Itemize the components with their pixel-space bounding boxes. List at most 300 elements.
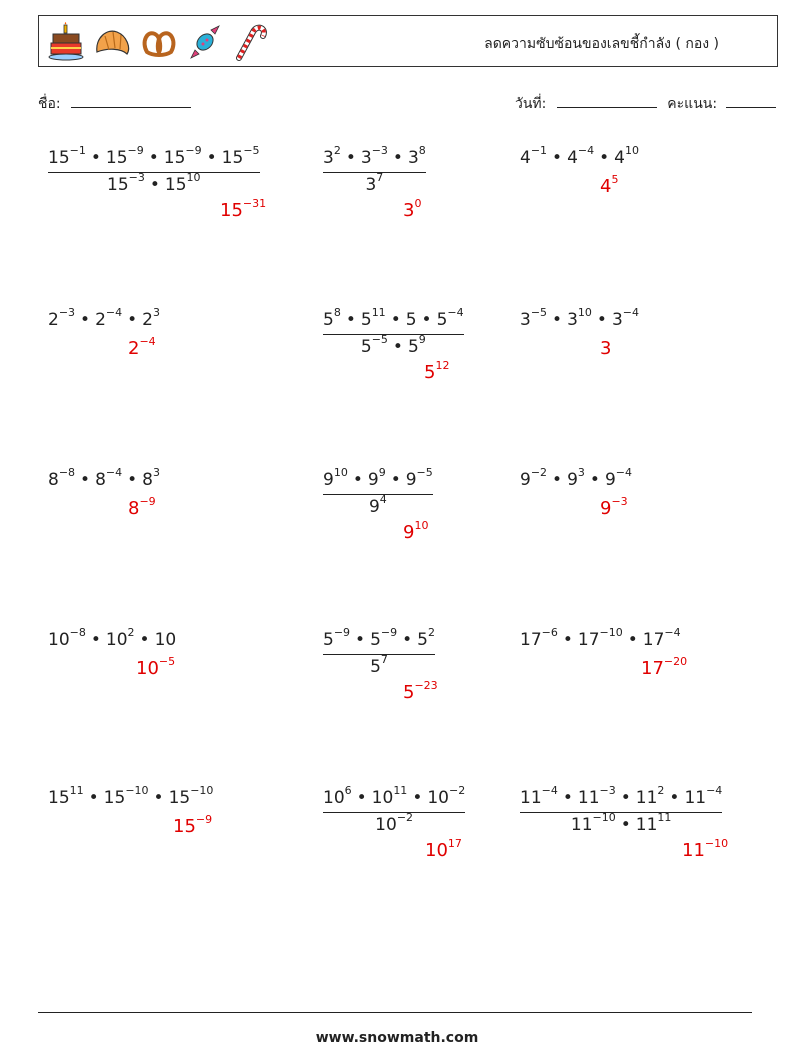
power-term xyxy=(360,144,388,168)
power-term-base: 10 xyxy=(323,788,345,808)
power-term xyxy=(567,306,592,330)
answer-exponent: 17 xyxy=(447,837,462,850)
power-term xyxy=(407,144,426,168)
power-term-exponent: 10 xyxy=(577,306,592,320)
multiply-dot: • xyxy=(80,310,91,330)
power-term xyxy=(155,630,177,650)
power-term-exponent: 4 xyxy=(379,493,387,507)
power-term xyxy=(323,784,352,808)
answer-exponent: 10 xyxy=(414,519,429,532)
fraction-bar xyxy=(48,172,260,173)
score-line[interactable] xyxy=(726,93,776,108)
power-term-base: 11 xyxy=(570,815,593,835)
answer xyxy=(220,197,267,221)
name-field xyxy=(38,93,191,115)
power-term xyxy=(370,626,398,650)
denominator xyxy=(323,653,435,677)
answer xyxy=(424,359,450,383)
power-term xyxy=(520,144,548,168)
multiply-dot: • xyxy=(669,788,680,808)
power-term xyxy=(221,144,260,168)
multiply-dot: • xyxy=(599,148,610,168)
multiply-dot: • xyxy=(562,788,573,808)
fraction-bar xyxy=(323,172,426,173)
power-term-base: 3 xyxy=(567,310,578,330)
power-term-base: 4 xyxy=(614,148,625,168)
date-score-fields xyxy=(515,93,776,115)
power-term-base: 3 xyxy=(520,310,531,330)
multiply-dot: • xyxy=(552,148,563,168)
answer xyxy=(128,495,156,519)
multiply-dot: • xyxy=(627,630,638,650)
answer-exponent: −3 xyxy=(611,495,628,508)
numerator xyxy=(520,466,632,490)
denominator xyxy=(323,811,465,835)
numerator xyxy=(520,306,639,330)
power-term-exponent: −6 xyxy=(541,626,558,640)
cake-icon xyxy=(47,22,87,62)
denominator xyxy=(323,493,433,517)
multiply-dot: • xyxy=(390,470,401,490)
power-term-exponent: −4 xyxy=(706,784,723,798)
answer xyxy=(403,197,422,221)
power-term-base: 5 xyxy=(407,337,419,357)
power-term-base: 10 xyxy=(48,630,70,650)
multiply-dot: • xyxy=(88,788,99,808)
power-term xyxy=(323,306,341,330)
power-term-base: 9 xyxy=(367,470,379,490)
power-term-base: 3 xyxy=(365,175,377,195)
power-term-base: 15 xyxy=(164,175,187,195)
problem-3 xyxy=(520,144,639,168)
answer-base: 3 xyxy=(403,200,415,221)
footer-url: www.snowmath.com xyxy=(315,1030,479,1046)
numerator xyxy=(520,144,639,168)
power-term-base: 4 xyxy=(567,148,578,168)
multiply-dot: • xyxy=(153,788,164,808)
power-term xyxy=(105,144,144,168)
problem-2 xyxy=(323,144,426,195)
power-term-base: 2 xyxy=(48,310,59,330)
power-term-base: 2 xyxy=(142,310,153,330)
power-term-exponent: 2 xyxy=(127,626,135,640)
numerator xyxy=(520,784,723,808)
answer-exponent: 0 xyxy=(414,197,422,210)
numerator xyxy=(48,144,260,168)
answer xyxy=(641,655,688,679)
power-term-exponent: −1 xyxy=(530,144,548,158)
answer-base: 5 xyxy=(403,682,415,703)
problem-10 xyxy=(48,626,177,650)
power-term-base: 3 xyxy=(611,310,623,330)
multiply-dot: • xyxy=(402,630,413,650)
answer-exponent: −20 xyxy=(663,655,688,668)
power-term-exponent: −10 xyxy=(599,626,623,640)
answer-base: 11 xyxy=(682,840,705,861)
answer-exponent: −23 xyxy=(414,679,438,692)
multiply-dot: • xyxy=(345,148,356,168)
numerator xyxy=(323,784,466,808)
power-term-base: 8 xyxy=(48,470,59,490)
problem-6 xyxy=(520,306,639,330)
problem-12 xyxy=(520,626,681,650)
power-term-exponent: 8 xyxy=(418,144,426,158)
worksheet-title: ลดความซับซ้อนของเลขชี้กำลัง ( กอง ) xyxy=(484,36,719,52)
power-term xyxy=(48,626,86,650)
power-term xyxy=(635,784,665,808)
multiply-dot: • xyxy=(392,337,403,357)
footer-divider xyxy=(38,1012,752,1013)
candy-cane-icon xyxy=(231,22,271,62)
answer-exponent: −4 xyxy=(139,335,156,348)
power-term-base: 4 xyxy=(520,148,531,168)
answer-base: 5 xyxy=(424,362,436,383)
answer-base: 17 xyxy=(641,658,664,679)
numerator xyxy=(520,626,681,650)
power-term-exponent: −4 xyxy=(622,306,639,320)
power-term-exponent: −2 xyxy=(530,466,548,480)
problem-9 xyxy=(520,466,632,490)
power-term xyxy=(570,811,616,835)
denominator xyxy=(323,333,464,357)
multiply-dot: • xyxy=(127,310,138,330)
power-term-base: 11 xyxy=(577,788,600,808)
answer xyxy=(403,519,429,543)
power-term-base: 5 xyxy=(360,310,372,330)
multiply-dot: • xyxy=(620,788,631,808)
power-term-base: 17 xyxy=(520,630,542,650)
power-term-exponent: −9 xyxy=(380,626,398,640)
power-term-base: 3 xyxy=(323,148,334,168)
multiply-dot: • xyxy=(206,148,217,168)
power-term-base: 2 xyxy=(95,310,106,330)
power-term xyxy=(365,171,384,195)
power-term-exponent: 10 xyxy=(333,466,348,480)
pretzel-icon xyxy=(139,22,179,62)
power-term-exponent: 10 xyxy=(186,171,201,185)
numerator xyxy=(48,784,214,808)
power-term xyxy=(406,310,417,330)
numerator xyxy=(48,306,160,330)
power-term xyxy=(367,466,386,490)
fraction-bar xyxy=(323,334,464,335)
power-term-exponent: 7 xyxy=(380,653,388,667)
answer-base: 15 xyxy=(220,200,243,221)
power-term-exponent: 9 xyxy=(378,466,386,480)
answer xyxy=(682,837,729,861)
power-term-exponent: 7 xyxy=(376,171,384,185)
power-term-base: 5 xyxy=(323,310,334,330)
answer xyxy=(128,335,156,359)
power-term xyxy=(427,784,466,808)
power-term-exponent: −8 xyxy=(58,466,76,480)
power-term-base: 15 xyxy=(168,788,191,808)
power-term-exponent: −5 xyxy=(243,144,260,158)
power-term-exponent: 6 xyxy=(344,784,352,798)
answer xyxy=(136,655,176,679)
croissant-icon xyxy=(93,22,133,62)
multiply-dot: • xyxy=(90,630,101,650)
power-term-exponent: −9 xyxy=(127,144,144,158)
power-term-exponent: 11 xyxy=(371,306,386,320)
power-term xyxy=(520,784,558,808)
numerator xyxy=(48,626,177,650)
name-label: ชื่อ: xyxy=(38,96,61,112)
power-term-base: 10 xyxy=(375,815,397,835)
power-term xyxy=(368,493,387,517)
power-term-base: 11 xyxy=(635,815,658,835)
numerator xyxy=(323,466,433,490)
power-term-exponent: −2 xyxy=(448,784,466,798)
power-term-exponent: 9 xyxy=(418,333,426,347)
problem-8 xyxy=(323,466,433,517)
power-term-exponent: −10 xyxy=(125,784,149,798)
power-term-exponent: 2 xyxy=(657,784,665,798)
power-term-base: 9 xyxy=(567,470,578,490)
power-term-base: 11 xyxy=(635,788,658,808)
problem-4 xyxy=(48,306,160,330)
power-term-exponent: −3 xyxy=(371,144,388,158)
power-term xyxy=(520,466,548,490)
power-term-exponent: −5 xyxy=(371,333,388,347)
power-term-exponent: −4 xyxy=(105,306,123,320)
power-term-exponent: −4 xyxy=(664,626,681,640)
power-term xyxy=(684,784,723,808)
multiply-dot: • xyxy=(139,630,150,650)
power-term-base: 8 xyxy=(142,470,153,490)
power-term-exponent: 3 xyxy=(577,466,585,480)
multiply-dot: • xyxy=(552,310,563,330)
multiply-dot: • xyxy=(421,310,432,330)
power-term xyxy=(567,144,595,168)
power-term xyxy=(635,811,672,835)
power-term-base: 3 xyxy=(360,148,372,168)
power-term-base: 3 xyxy=(407,148,419,168)
multiply-dot: • xyxy=(392,148,403,168)
power-term xyxy=(48,466,76,490)
denominator xyxy=(323,171,426,195)
power-term-base: 11 xyxy=(684,788,707,808)
power-term-base: 10 xyxy=(371,788,394,808)
power-term-exponent: −10 xyxy=(190,784,214,798)
power-term-base: 15 xyxy=(221,148,244,168)
multiply-dot: • xyxy=(80,470,91,490)
answer-exponent: −9 xyxy=(139,495,156,508)
power-term xyxy=(48,784,84,808)
power-term-exponent: −3 xyxy=(128,171,145,185)
power-term xyxy=(323,466,348,490)
power-term xyxy=(103,784,149,808)
candy-icon xyxy=(185,22,225,62)
date-line[interactable] xyxy=(557,93,657,108)
problem-1 xyxy=(48,144,260,195)
multiply-dot: • xyxy=(596,310,607,330)
power-term-base: 15 xyxy=(107,175,129,195)
power-term-base: 5 xyxy=(370,657,381,677)
power-term-base: 5 xyxy=(405,310,417,330)
power-term-exponent: −4 xyxy=(541,784,558,798)
power-term xyxy=(577,626,623,650)
multiply-dot: • xyxy=(127,470,138,490)
power-term-base: 5 xyxy=(370,630,381,650)
power-term-base: 17 xyxy=(642,630,665,650)
power-term xyxy=(360,306,386,330)
power-term xyxy=(142,466,160,490)
power-term-base: 9 xyxy=(323,470,334,490)
answer-exponent: −10 xyxy=(704,837,729,850)
power-term xyxy=(168,784,214,808)
power-term-exponent: 11 xyxy=(657,811,672,825)
power-term-base: 5 xyxy=(436,310,448,330)
fraction-bar xyxy=(323,494,433,495)
multiply-dot: • xyxy=(390,310,401,330)
multiply-dot: • xyxy=(356,788,367,808)
problem-7 xyxy=(48,466,160,490)
answer-exponent: 12 xyxy=(435,359,450,372)
power-term xyxy=(520,306,548,330)
multiply-dot: • xyxy=(562,630,573,650)
power-term xyxy=(642,626,681,650)
answer xyxy=(403,679,438,703)
power-term xyxy=(323,144,341,168)
power-term-base: 8 xyxy=(95,470,106,490)
worksheet-header xyxy=(38,15,778,67)
answer-base: 15 xyxy=(173,816,196,837)
power-term-exponent: −4 xyxy=(105,466,123,480)
problem-14 xyxy=(323,784,466,835)
power-term-base: 5 xyxy=(417,630,428,650)
power-term xyxy=(371,784,408,808)
denominator xyxy=(48,171,260,195)
power-term xyxy=(417,626,435,650)
power-term-base: 9 xyxy=(520,470,531,490)
fraction-bar xyxy=(520,812,722,813)
power-term-exponent: 11 xyxy=(393,784,408,798)
power-term-exponent: −3 xyxy=(599,784,616,798)
answer xyxy=(600,495,628,519)
multiply-dot: • xyxy=(352,470,363,490)
power-term-exponent: 3 xyxy=(152,306,160,320)
multiply-dot: • xyxy=(589,470,600,490)
power-term xyxy=(567,466,585,490)
multiply-dot: • xyxy=(412,788,423,808)
power-term xyxy=(105,626,135,650)
answer xyxy=(600,173,619,197)
multiply-dot: • xyxy=(355,630,366,650)
answer-base: 8 xyxy=(128,498,140,519)
power-term xyxy=(107,171,145,195)
problem-5 xyxy=(323,306,464,357)
power-term-base: 17 xyxy=(577,630,600,650)
power-term xyxy=(520,626,558,650)
power-term xyxy=(375,811,414,835)
power-term xyxy=(48,144,86,168)
power-term-exponent: −2 xyxy=(396,811,414,825)
power-term-exponent: −9 xyxy=(333,626,351,640)
numerator xyxy=(323,626,435,650)
answer xyxy=(600,338,611,359)
power-term-base: 5 xyxy=(360,337,372,357)
answer-exponent: 5 xyxy=(611,173,619,186)
power-term xyxy=(577,784,616,808)
power-term-base: 9 xyxy=(405,470,417,490)
fraction-bar xyxy=(323,812,465,813)
answer-base: 2 xyxy=(128,338,140,359)
numerator xyxy=(323,306,464,330)
power-term xyxy=(370,653,388,677)
power-term-exponent: −1 xyxy=(69,144,86,158)
power-term-base: 15 xyxy=(105,148,128,168)
power-term xyxy=(163,144,202,168)
power-term xyxy=(611,306,639,330)
problem-11 xyxy=(323,626,435,677)
power-term-exponent: −4 xyxy=(577,144,595,158)
power-term-exponent: 10 xyxy=(624,144,639,158)
answer xyxy=(425,837,462,861)
answer-exponent: −5 xyxy=(158,655,176,668)
power-term-exponent: 8 xyxy=(333,306,341,320)
problem-15 xyxy=(520,784,723,835)
power-term xyxy=(142,306,160,330)
power-term-exponent: 2 xyxy=(427,626,435,640)
name-line[interactable] xyxy=(71,93,191,108)
power-term-exponent: −5 xyxy=(530,306,548,320)
power-term xyxy=(604,466,632,490)
power-term-base: 5 xyxy=(323,630,334,650)
power-term-base: 9 xyxy=(368,497,380,517)
answer-exponent: −9 xyxy=(195,813,213,826)
header-icons xyxy=(47,22,271,62)
fraction-bar xyxy=(323,654,435,655)
answer-base: 10 xyxy=(425,840,448,861)
power-term-exponent: 2 xyxy=(333,144,341,158)
power-term xyxy=(407,333,426,357)
power-term-exponent: 11 xyxy=(69,784,84,798)
answer-base: 9 xyxy=(403,522,415,543)
multiply-dot: • xyxy=(90,148,101,168)
power-term-exponent: −3 xyxy=(58,306,76,320)
power-term-base: 10 xyxy=(105,630,128,650)
problem-13 xyxy=(48,784,214,808)
power-term-exponent: −8 xyxy=(69,626,86,640)
numerator xyxy=(48,466,160,490)
power-term xyxy=(323,626,351,650)
power-term-exponent: −4 xyxy=(615,466,632,480)
multiply-dot: • xyxy=(620,815,631,835)
multiply-dot: • xyxy=(149,175,160,195)
power-term xyxy=(405,466,433,490)
power-term-exponent: −10 xyxy=(592,811,616,825)
multiply-dot: • xyxy=(345,310,356,330)
power-term-base: 9 xyxy=(604,470,616,490)
power-term xyxy=(436,306,464,330)
power-term xyxy=(360,333,388,357)
answer-base: 3 xyxy=(600,338,612,359)
power-term-base: 10 xyxy=(427,788,449,808)
power-term xyxy=(164,171,201,195)
power-term xyxy=(95,306,123,330)
numerator xyxy=(323,144,426,168)
score-label: คะแนน: xyxy=(667,96,718,112)
answer-base: 4 xyxy=(600,176,612,197)
power-term-base: 11 xyxy=(520,788,542,808)
power-term-exponent: −4 xyxy=(447,306,464,320)
power-term-base: 15 xyxy=(48,788,70,808)
power-term-base: 15 xyxy=(163,148,186,168)
answer-base: 9 xyxy=(600,498,612,519)
power-term xyxy=(48,306,76,330)
multiply-dot: • xyxy=(148,148,159,168)
